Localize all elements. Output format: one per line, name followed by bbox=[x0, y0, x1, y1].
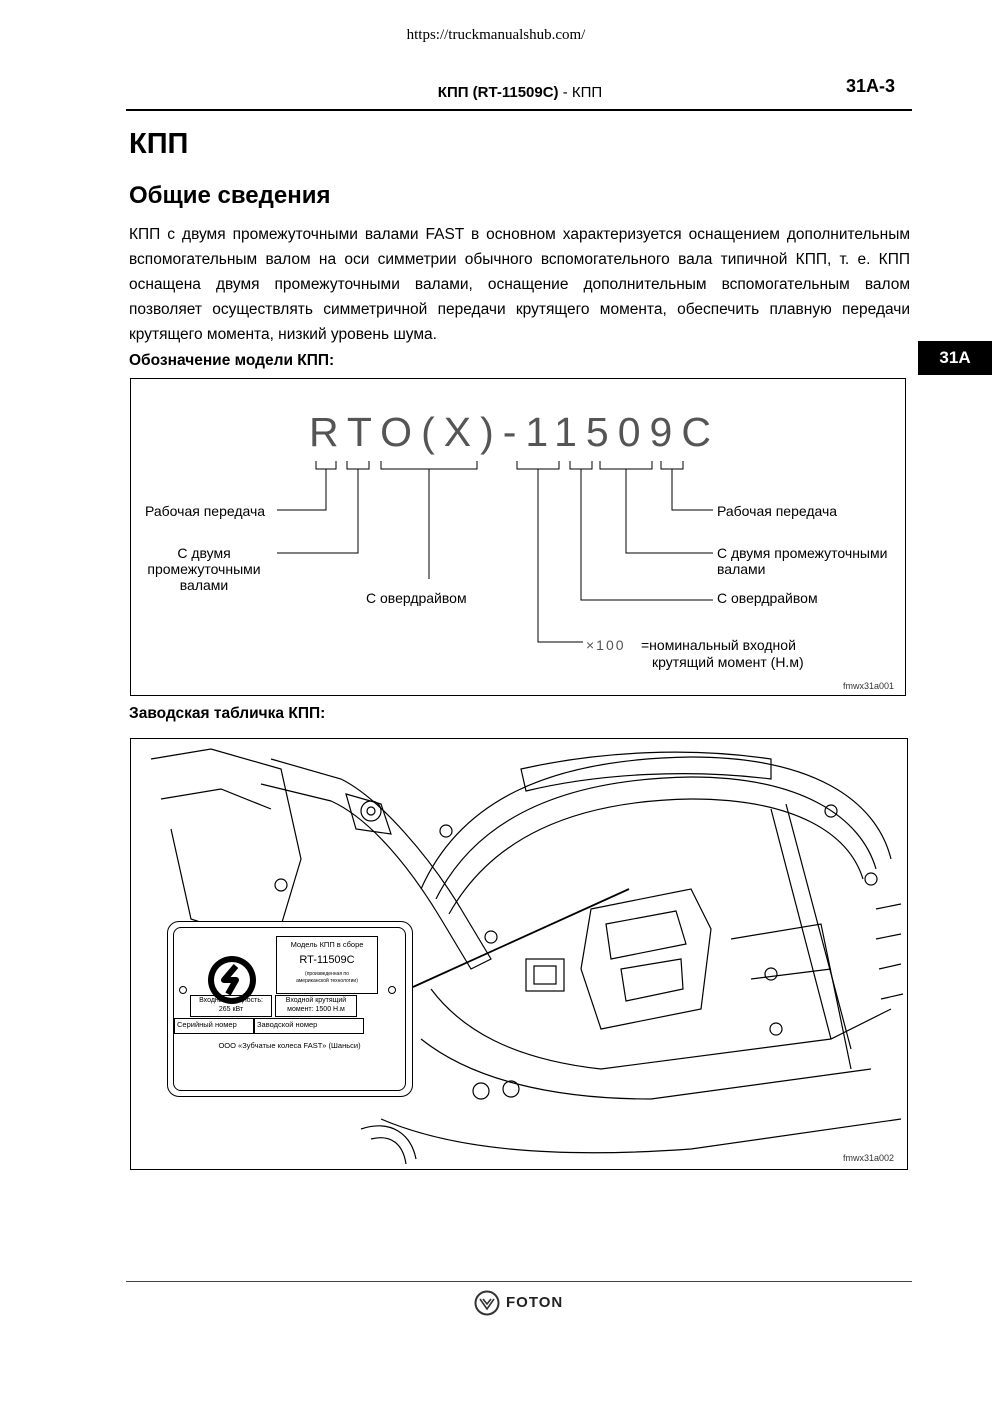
model-caption: Обозначение модели КПП: bbox=[129, 352, 335, 369]
nameplate-figure bbox=[130, 738, 908, 1170]
right-label-overdrive: С овердрайвом bbox=[717, 590, 818, 606]
plate-model-title: Модель КПП в сборе bbox=[290, 940, 364, 949]
figure-id: fmwx31a001 bbox=[843, 681, 895, 691]
right-label-two-countershafts: С двумя промежуточными валами bbox=[717, 545, 888, 577]
page-number: 31A-3 bbox=[846, 76, 896, 96]
torque-label-line-2: крутящий момент (Н.м) bbox=[652, 654, 804, 670]
intro-paragraph: КПП с двумя промежуточными валами FAST в основном характеризуется оснащением дополнительным вспомогательным валом на оси симметрии обычного вспомогательного вала типичной КПП, т. е. КПП оснащена двумя промежуточными валами, оснащение дополнительным вспомогательным валом позволяет осуществлять симметричной передачи крутящего момента, обеспечить плавную передачи крутящего момента, низкий уровень шума. bbox=[129, 226, 910, 343]
figure-id: fmwx31a002 bbox=[843, 1153, 895, 1163]
left-label-overdrive: С овердрайвом bbox=[366, 590, 467, 606]
section-heading: Общие сведения bbox=[129, 182, 331, 209]
header-title-rest: - КПП bbox=[558, 84, 603, 101]
plate-note-2: американской технологии) bbox=[296, 978, 358, 984]
plate-power-label: Входная мощность: bbox=[199, 997, 263, 1004]
right-label-working-gear: Рабочая передача bbox=[717, 503, 838, 519]
nameplate-callout bbox=[167, 921, 413, 1097]
header-title-bold: КПП (RT-11509C) bbox=[437, 84, 559, 101]
model-code: RTO(X)-11509C bbox=[309, 409, 720, 455]
plate-note-1: (произведенная по bbox=[305, 971, 349, 977]
rivet-right-icon bbox=[388, 986, 396, 994]
plate-factory: Заводской номер bbox=[254, 1018, 364, 1034]
page-title: КПП bbox=[129, 128, 189, 160]
nameplate bbox=[173, 927, 406, 1091]
power-box bbox=[190, 995, 272, 1017]
header-rule bbox=[126, 109, 912, 111]
footer-rule bbox=[126, 1281, 912, 1282]
foton-brand: FOTON bbox=[506, 1294, 564, 1311]
plate-maker: ООО «Зубчатые колеса FAST» (Шаньси) bbox=[218, 1041, 361, 1050]
plate-torque-value: момент: 1500 Н.м bbox=[287, 1006, 345, 1013]
plate-model: RT-11509C bbox=[299, 954, 355, 966]
running-header bbox=[380, 84, 660, 101]
model-designation-figure bbox=[130, 378, 906, 696]
section-tab: 31A bbox=[918, 341, 992, 375]
torque-box bbox=[275, 995, 357, 1017]
model-box bbox=[276, 936, 378, 994]
plate-power-value: 265 кВт bbox=[218, 1006, 244, 1013]
plate-torque-label: Входной крутящий bbox=[285, 997, 347, 1004]
left-label-two-countershafts: С двумя промежуточными валами bbox=[147, 545, 261, 593]
plate-caption: Заводская табличка КПП: bbox=[129, 705, 326, 722]
plate-serial: Серийный номер bbox=[174, 1018, 254, 1034]
torque-multiplier: ×100 bbox=[586, 637, 626, 653]
rivet-left-icon bbox=[179, 986, 187, 994]
left-label-working-gear: Рабочая передача bbox=[145, 503, 266, 519]
foton-emblem-icon bbox=[474, 1290, 500, 1316]
source-url[interactable]: https://truckmanualshub.com/ bbox=[406, 27, 586, 43]
torque-label-line-1: =номинальный входной bbox=[641, 637, 796, 653]
